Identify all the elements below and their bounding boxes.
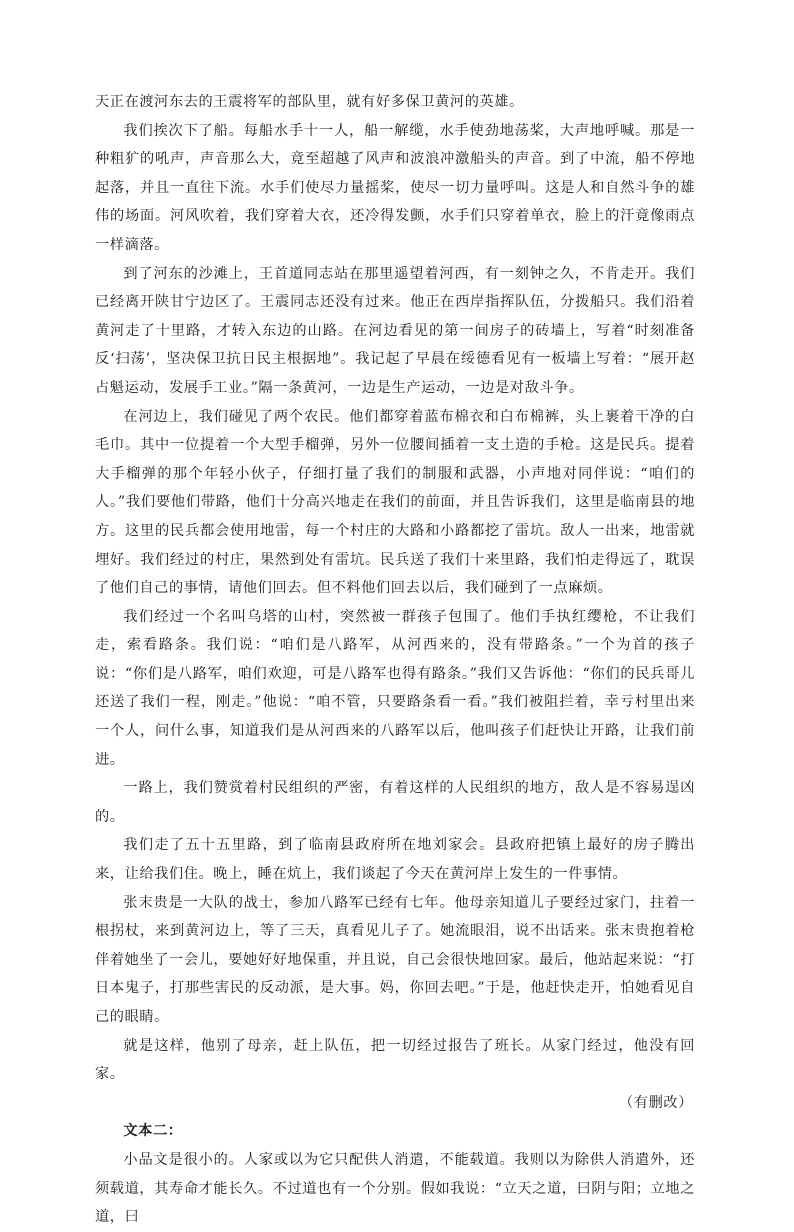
paragraph: 我们走了五十五里路，到了临南县政府所在地刘家会。县政府把镇上最好的房子腾出来，让给我们住。晚上，睡在炕上，我们谈起了今天在黄河岸上发生的一件事情。 (95, 837, 695, 883)
paragraph: 就是这样，他别了母亲，赶上队伍，把一切经过报告了班长。从家门经过，他没有回家。 (95, 1037, 695, 1083)
paragraph: 到了河东的沙滩上，王首道同志站在那里遥望着河西，有一刻钟之久，不肯走开。我们已经离开陕甘宁边区了。王震同志还没有过来。他正在西岸指挥队伍，分拨船只。我们沿着黄河走了十里路，才转入东边的山路。在河边看见的第一间房子的砖墙上，写着“时刻准备反‘扫荡’，坚决保卫抗日民主根据地”。我记起了早晨在绥德看见有一板墙上写着：“展开赵占魁运动，发展手工业。”隔一条黄河，一边是生产运动，一边是对敌斗争。 (95, 265, 695, 396)
document-body (95, 88, 695, 1232)
paragraph: 张末贵是一大队的战士，参加八路军已经有七年。他母亲知道儿子要经过家门，拄着一根拐杖，来到黄河边上，等了三天，真看见儿子了。她流眼泪，说不出话来。张末贵抱着枪伴着她坐了一会儿，要她好好地保重，并且说，自己会很快地回家。最后，他站起来说：“打日本鬼子，打那些害民的反动派，是大事。妈，你回去吧。”于是，他赶快走开，怕她看见自己的眼睛。 (95, 894, 695, 1025)
section-heading: 文本二： (123, 1123, 183, 1140)
paragraph: 在河边上，我们碰见了两个农民。他们都穿着蓝布棉衣和白布棉裤，头上裹着干净的白毛巾。其中一位提着一个大型手榴弹，另外一位腰间插着一支土造的手枪。这是民兵。提着大手榴弹的那个年轻小伙子，仔细打量了我们的制服和武器，小声地对同伴说：“咱们的人。”我们要他们带路，他们十分高兴地走在我们的前面，并且告诉我们，这里是临南县的地方。这里的民兵都会使用地雷，每一个村庄的大路和小路都挖了雷坑。敌人一出来，地雷就埋好。我们经过的村庄，果然到处有雷坑。民兵送了我们十来里路，我们怕走得远了，耽误了他们自己的事情，请他们回去。但不料他们回去以后，我们碰到了一点麻烦。 (95, 408, 695, 597)
paragraph: 一路上，我们赞赏着村民组织的严密，有着这样的人民组织的地方，敌人是不容易逞凶的。 (95, 780, 695, 825)
paragraph: 天正在渡河东去的王震将军的部队里，就有好多保卫黄河的英雄。 (95, 94, 524, 110)
paragraph: 我们挨次下了船。每船水手十一人，船一解缆，水手使劲地荡桨，大声地呼喊。那是一种粗犷的吼声，声音那么大，竟至超越了风声和波浪冲激船头的声音。到了中流，船不停地起落，并且一直往下流。水手们使尽力量摇桨，使尽一切力量呼叫。这是人和自然斗争的雄伟的场面。河风吹着，我们穿着大衣，还冷得发颤，水手们只穿着单衣，脸上的汗竟像雨点一样滴落。 (95, 122, 695, 253)
revision-note: （有删改） (619, 1094, 693, 1111)
paragraph: 我们经过一个名叫乌塔的山村，突然被一群孩子包围了。他们手执红缨枪，不让我们走，索看路条。我们说：“咱们是八路军，从河西来的，没有带路条。”一个为首的孩子说：“你们是八路军，咱们欢迎，可是八路军也得有路条。”我们又告诉他：“你们的民兵哥儿还送了我们一程，刚走。”他说：“咱不管，只要路条看一看。”我们被阻拦着，幸亏村里出来一个人，问什么事，知道我们是从河西来的八路军以后，他叫孩子们赶快让开路，让我们前进。 (95, 608, 695, 768)
paragraph: 小品文是很小的。人家或以为它只配供人消遣，不能载道。我则以为除供人消遣外，还须载道，其寿命才能长久。不过道也有一个分别。假如我说：“立天之道，曰阴与阳；立地之道，曰 (95, 1151, 695, 1226)
